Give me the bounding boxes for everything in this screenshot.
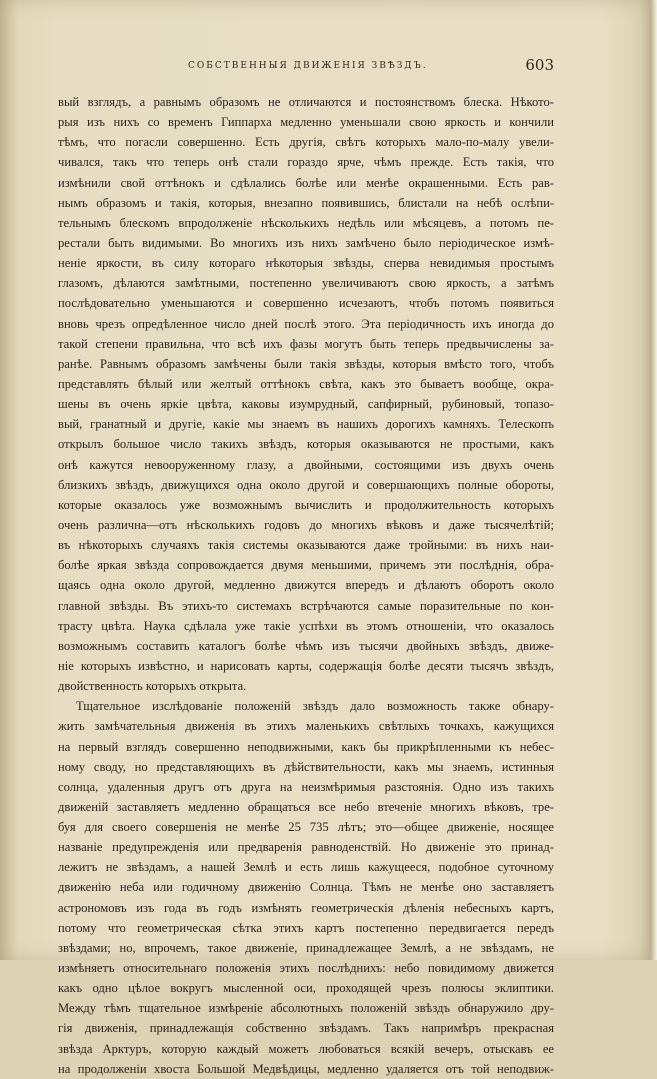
text-line: ранѣе. Равнымъ образомъ замѣчены были такія звѣзды, которыя вмѣсто того, чтобъ xyxy=(58,356,554,371)
text-line: Между тѣмъ тщательное измѣреніе абсолютныхъ положеній звѣздъ обнаружило дру- xyxy=(58,1001,554,1016)
text-line: открылъ большое число такихъ звѣздъ, которыя оказываются не простыми, какъ xyxy=(58,437,554,452)
text-line: названіе предупрежденія или предваренія равноденствій. Но движеніе это принад- xyxy=(58,840,554,855)
text-line: послѣдовательно уменьшаются и совершенно исчезаютъ, чтобъ потомъ появиться xyxy=(58,296,554,311)
text-line: ному своду, но представляющихъ въ дѣйствительности, какъ мы знаемъ, истинныя xyxy=(58,759,554,774)
paragraph xyxy=(58,696,554,1079)
text-line: двойственность которыхъ открыта. xyxy=(58,679,247,694)
text-line: близкихъ звѣздъ, движущихся одна около другой и совершающихъ полные обороты, xyxy=(58,477,554,492)
text-line: потому что геометрическая сѣтка этихъ картъ постепенно передвигается передъ xyxy=(58,920,554,935)
body-text xyxy=(58,92,554,1079)
text-line: астрономовъ изъ года въ годъ измѣнять геометрическія дѣленія небесныхъ картъ, xyxy=(58,900,554,915)
page-number: 603 xyxy=(525,56,554,74)
text-line: звѣзда Арктуръ, которую каждый можетъ любоваться всякій вечеръ, отыскавъ ее xyxy=(58,1041,554,1056)
text-line: какъ одно цѣлое вокругъ мысленной оси, проходящей чрезъ полюсы эклиптики. xyxy=(58,981,554,996)
running-title: СОБСТВЕННЫЯ ДВИЖЕНІЯ ЗВѢЗДЪ. xyxy=(188,61,428,71)
text-line: измѣняетъ относительнаго положенія этихъ послѣднихъ: небо повидимому движется xyxy=(58,961,554,976)
text-line: главной звѣзды. Въ этихъ-то системахъ встрѣчаются самые поразительные по кон- xyxy=(58,598,554,613)
text-line: такой степени правильна, что всѣ ихъ фазы могутъ быть теперь предвычислены за- xyxy=(58,336,554,351)
text-line: въ нѣкоторыхъ случаяхъ такія системы оказываются даже тройными: въ нихъ наи- xyxy=(58,538,554,553)
text-line: которые оказалось уже возможнымъ вычислить и продолжительность которыхъ xyxy=(58,497,554,512)
page-header xyxy=(58,56,554,78)
text-line: трасту цвѣта. Наука сдѣлала уже такіе успѣхи въ этомъ отношеніи, что оказалось xyxy=(58,618,554,633)
text-line: рыя изъ нихъ со временъ Гиппарха медленно уменьшали свою яркость и кончили xyxy=(58,115,554,130)
text-line: очень различна—отъ нѣсколькихъ годовъ до многихъ вѣковъ и даже тысячелѣтій; xyxy=(58,517,554,532)
paragraph xyxy=(58,92,554,696)
text-line: онѣ кажутся невооруженному глазу, а двойными, состоящими изъ двухъ очень xyxy=(58,457,554,472)
text-line: звѣздами; но, впрочемъ, такое движеніе, принадлежащее Землѣ, а не звѣздамъ, не xyxy=(58,940,554,955)
page-edge xyxy=(650,0,657,960)
text-line: возможнымъ составить каталогъ болѣе чѣмъ изъ тысячи двойныхъ звѣздъ, движе- xyxy=(58,638,554,653)
text-line: нымъ образомъ и такія, которыя, внезапно появившись, блистали на небѣ ослѣпи- xyxy=(58,195,554,210)
text-line: неніе яркости, въ силу котораго нѣкоторыя звѣзды, сперва невидимыя простымъ xyxy=(58,256,554,271)
text-line: представлять бѣлый или желтый оттѣнокъ свѣта, какъ это бываетъ вообще, окра- xyxy=(58,376,554,391)
text-line: лежитъ не звѣздамъ, а нашей Землѣ и есть лишь кажущееся, подобное суточному xyxy=(58,860,554,875)
text-line: тѣмъ, что погасли совершенно. Есть другія, свѣтъ которыхъ мало-по-малу увели- xyxy=(58,135,554,150)
text-line: рестали быть видимыми. Во многихъ изъ нихъ замѣчено было періодическое измѣ- xyxy=(58,235,554,250)
text-line: Тщательное изслѣдованіе положеній звѣздъ дало возможность также обнару- xyxy=(76,699,554,714)
text-line: жить замѣчательныя движенія въ этихъ маленькихъ свѣтлыхъ точкахъ, кажущихся xyxy=(58,719,554,734)
text-line: солнца, удаленныя другъ отъ друга на неизмѣримыя разстоянія. Одно изъ такихъ xyxy=(58,779,554,794)
text-line: чивался, такъ что теперь онѣ стали гораздо ярче, чѣмъ прежде. Есть такія, что xyxy=(58,155,554,170)
text-line: вновь чрезъ опредѣленное число дней послѣ этого. Эта періодичность ихъ иногда до xyxy=(58,316,554,331)
text-line: глазомъ, дѣлаются замѣтными, постепенно увеличиваютъ свою яркость, а затѣмъ xyxy=(58,276,554,291)
text-line: на первый взглядъ совершенно неподвижными, какъ бы прикрѣпленными къ небес- xyxy=(58,739,554,754)
text-line: болѣе яркая звѣзда сопровождается двумя меньшими, причемъ эти послѣднія, обра- xyxy=(58,558,554,573)
text-line: тельнымъ блескомъ впродолженіе нѣсколькихъ недѣль или мѣсяцевъ, а потомъ пе- xyxy=(58,215,554,230)
text-line: вый взглядъ, а равнымъ образомъ не отличаются и постоянствомъ блеска. Нѣкото- xyxy=(58,95,554,109)
text-line: измѣнили свой оттѣнокъ и сдѣлались болѣе или менѣе окрашенными. Есть рав- xyxy=(58,175,554,190)
text-line: движенію неба или годичному движенію Солнца. Тѣмъ не менѣе оно заставляетъ xyxy=(58,880,554,895)
text-line: вый, гранатный и другіе, какіе мы знаемъ въ нашихъ дорогихъ камняхъ. Телескопъ xyxy=(58,417,554,432)
text-line: буя для своего совершенія не менѣе 25 735 лѣтъ; это—общее движеніе, носящее xyxy=(58,820,554,835)
text-line: на продолженіи хвоста Большой Медвѣдицы, медленно удаляется отъ той неподвиж- xyxy=(58,1061,554,1076)
text-line: гія движенія, принадлежащія собственно звѣздамъ. Такъ напримѣръ прекрасная xyxy=(58,1021,554,1036)
text-line: движеній заставляетъ медленно обращаться все небо втеченіе многихъ вѣковъ, тре- xyxy=(58,799,554,814)
text-line: щаясь одна около другой, медленно движутся впередъ и дѣлаютъ оборотъ около xyxy=(58,578,554,593)
text-line: шены въ очень яркіе цвѣта, каковы изумрудный, сапфирный, рубиновый, топазо- xyxy=(58,397,554,412)
text-line: ніе которыхъ извѣстно, и нарисовать карты, содержащія болѣе десяти тысячъ звѣздъ, xyxy=(58,658,554,673)
